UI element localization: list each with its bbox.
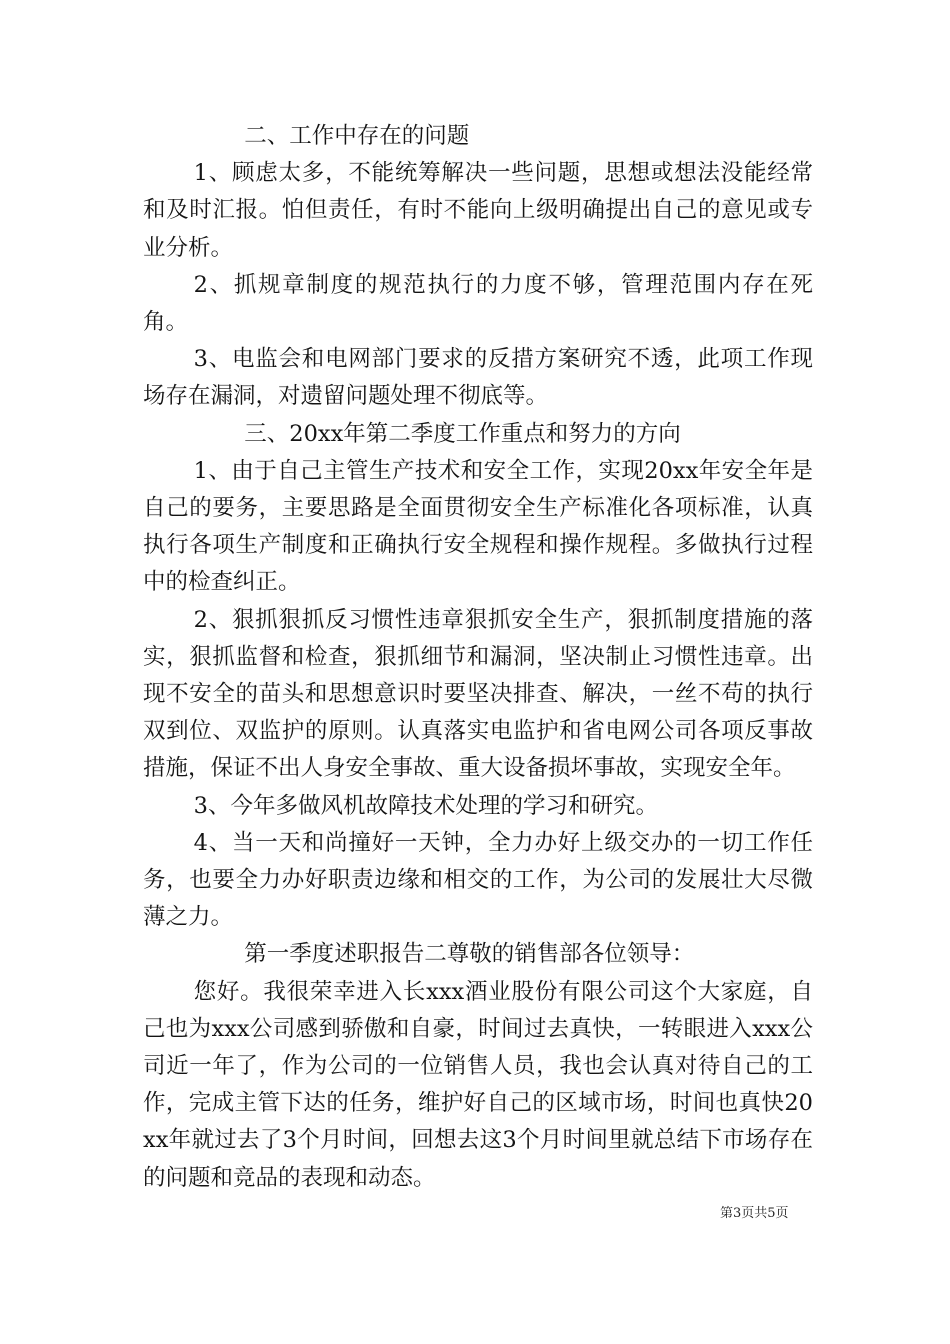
section-heading: 第一季度述职报告二尊敬的销售部各位领导： bbox=[244, 941, 695, 968]
body-paragraph: 1、顾虑太多，不能统筹解决一些问题，思想或想法没能经常和及时汇报。怕但责任，有时不能向上级明确提出自己的意见或专业分析。 bbox=[143, 160, 813, 261]
body-paragraph: 2、狠抓狠抓反习惯性违章狠抓安全生产，狠抓制度措施的落实，狠抓监督和检查，狠抓细节和漏洞，坚决制止习惯性违章。出现不安全的苗头和思想意识时要坚决排查、解决，一丝不苟的执行双到位、双监护的原则。认真落实电监护和省电网公司各项反事故措施，保证不出人身安全事故、重大设备损坏事故，实现安全年。 bbox=[143, 606, 813, 782]
body-paragraph: 3、今年多做风机故障技术处理的学习和研究。 bbox=[193, 792, 658, 819]
body-paragraph: 4、当一天和尚撞好一天钟，全力办好上级交办的一切工作任务，也要全力办好职责边缘和相交的工作，为公司的发展壮大尽微薄之力。 bbox=[143, 829, 813, 931]
body-paragraph: 您好。我很荣幸进入长xxx酒业股份有限公司这个大家庭，自己也为xxx公司感到骄傲和自豪，时间过去真快，一转眼进入xxx公司近一年了，作为公司的一位销售人员，我也会认真对待自己的工作，完成主管下达的任务，维护好自己的区域市场，时间也真快20xx年就过去了3个月时间，回想去这3个月时间里就总结下市场存在的问题和竞品的表现和动态。 bbox=[143, 978, 813, 1191]
section-heading: 三、20xx年第二季度工作重点和努力的方向 bbox=[244, 420, 681, 447]
body-paragraph: 1、由于自己主管生产技术和安全工作，实现20xx年安全年是自己的要务，主要思路是全面贯彻安全生产标准化各项标准，认真执行各项生产制度和正确执行安全规程和操作规程。多做执行过程中的检查纠正。 bbox=[143, 457, 813, 596]
document-body bbox=[143, 118, 813, 1197]
body-paragraph: 3、电监会和电网部门要求的反措方案研究不透，此项工作现场存在漏洞，对遗留问题处理不彻底等。 bbox=[143, 346, 813, 410]
body-paragraph: 2、抓规章制度的规范执行的力度不够，管理范围内存在死角。 bbox=[143, 271, 813, 336]
page-number-footer: 第3页共5页 bbox=[720, 1206, 789, 1221]
section-heading: 二、工作中存在的问题 bbox=[244, 123, 470, 149]
